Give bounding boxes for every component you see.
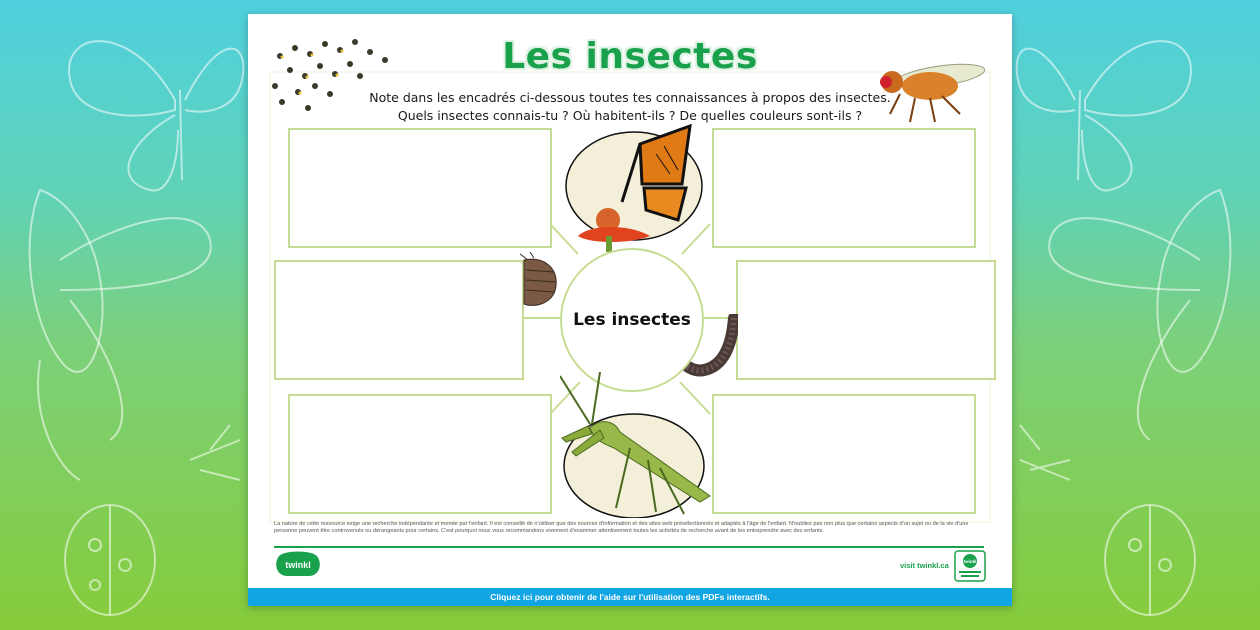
twinkl-logo-text: twinkl [285, 560, 311, 570]
instruction-line-2: Quels insectes connais-tu ? Où habitent-ils ? De quelles couleurs sont-ils ? [397, 108, 863, 123]
answer-box-top-right[interactable] [712, 128, 976, 248]
badge-logo-text: twinkl [963, 559, 977, 564]
answer-box-bottom-right[interactable] [712, 394, 976, 514]
mantis-icon [560, 368, 712, 518]
help-bar-link[interactable]: Cliquez ici pour obtenir de l'aide sur l'utilisation des PDFs interactifs. [248, 588, 1012, 606]
answer-box-bottom-left[interactable] [288, 394, 552, 514]
page-title: Les insectes [502, 36, 758, 77]
answer-box-middle-right[interactable] [736, 260, 996, 380]
woodlouse-icon [516, 252, 562, 310]
footer-divider [274, 546, 984, 548]
butterfly-icon [560, 124, 708, 254]
worksheet-page [248, 14, 1012, 606]
central-hub-label: Les insectes [560, 248, 704, 392]
answer-box-middle-left[interactable] [274, 260, 524, 380]
visit-link[interactable]: visit twinkl.ca [900, 561, 949, 570]
disclaimer-text: La nature de cette ressource exige une recherche indépendante et menée par l'enfant. Il est conseillé de n'utiliser que des sources d'information et des sites web présélectionnés et adaptés à l'âge de l'enfant. N'oubliez pas non plus que certains aspects d'un sujet ou de la vie d'une personne peuvent être controversés ou dérangeants pour certains. C'est pourquoi nous vous recommandons vivement d'examiner attentivement toutes les activités de recherche avant de les entreprendre avec des enfants. [274, 521, 969, 535]
quality-badge-icon [954, 550, 986, 582]
answer-box-top-left[interactable] [288, 128, 552, 248]
instruction-line-1: Note dans les encadrés ci-dessous toutes tes connaissances à propos des insectes. [369, 90, 891, 105]
twinkl-logo[interactable] [275, 550, 321, 578]
